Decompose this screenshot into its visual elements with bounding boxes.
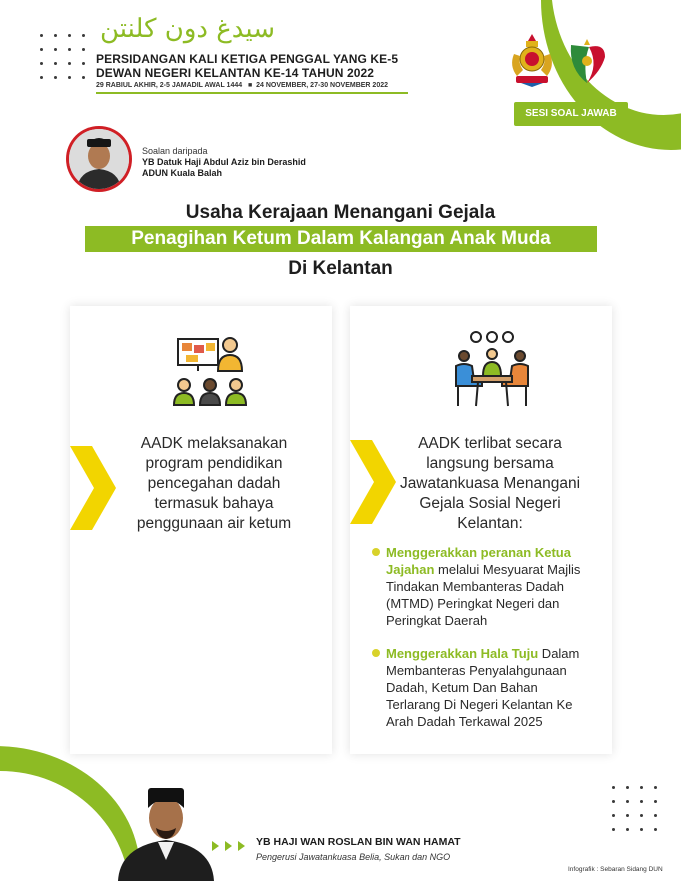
bullet-2-highlight: Menggerakkan Hala Tuju (386, 646, 539, 661)
left-card-line: AADK melaksanakan (140, 435, 288, 452)
minister-role: Pengerusi Jawatankuasa Belia, Sukan dan NGO (256, 852, 451, 862)
arrow-marker (238, 841, 245, 851)
bullet-dot (372, 649, 380, 657)
asker-area: ADUN Kuala Balah (142, 168, 223, 178)
dun-kelantan-logo (565, 35, 609, 87)
right-card-line: Gejala Sosial Negeri (419, 495, 561, 512)
left-card-line: penggunaan air ketum (136, 515, 292, 532)
right-card-line: AADK terlibat secara (418, 435, 562, 452)
session-line-1: PERSIDANGAN KALI KETIGA PENGGAL YANG KE-5 (96, 52, 399, 66)
session-badge: SESI SOAL JAWAB (514, 102, 628, 126)
bullet-item-1 (386, 544, 616, 629)
bullet-1-highlight: Jajahan (386, 562, 435, 577)
title-line-1: Usaha Kerajaan Menangani Gejala (185, 202, 496, 223)
bullet-item-2 (386, 645, 616, 730)
session-dates (96, 82, 388, 89)
header-underline (96, 92, 408, 94)
arrow-marker (225, 841, 232, 851)
bullet-1-text: Tindakan Membanteras Dadah (386, 579, 565, 594)
bullet-2-text: Membanteras Penyalahgunaan (386, 663, 567, 678)
right-card-line: langsung bersama (426, 455, 554, 472)
dot-grid-bottom-right (612, 786, 657, 831)
session-line-2: DEWAN NEGERI KELANTAN KE-14 TAHUN 2022 (96, 66, 375, 80)
dates-gregorian: 24 NOVEMBER, 27-30 NOVEMBER 2022 (256, 82, 388, 89)
left-card-line: pencegahan dadah (147, 475, 281, 492)
kelantan-crest-logo (509, 32, 555, 88)
right-card-line: Kelantan: (457, 515, 523, 532)
left-card-line: termasuk bahaya (154, 495, 274, 512)
title-line-2: Penagihan Ketum Dalam Kalangan Anak Muda (131, 228, 551, 249)
asker-photo (69, 129, 129, 189)
arrow-marker (212, 841, 219, 851)
session-title (96, 52, 398, 80)
bullet-2-text: Dadah, Ketum Dan Bahan (386, 680, 538, 695)
bullet-2-text: Terlarang Di Negeri Kelantan Ke (386, 697, 573, 712)
bullet-1-text: melalui Mesyuarat Majlis (434, 562, 581, 577)
asker-avatar (66, 126, 132, 192)
person-portrait-icon (69, 129, 129, 189)
right-card-text (378, 434, 602, 534)
left-card-line: program pendidikan (145, 455, 283, 472)
title-line-3: Di Kelantan (288, 258, 393, 279)
bullet-2-text: Dalam (538, 646, 580, 661)
meeting-table-icon (452, 330, 532, 408)
left-card-text (104, 434, 324, 534)
bullet-dot (372, 548, 380, 556)
presentation-audience-icon (172, 333, 248, 409)
dates-hijri: 29 RABIUL AKHIR, 2-5 JAMADIL AWAL 1444 (96, 82, 243, 89)
bullet-2-text: Arah Dadah Terkawal 2025 (386, 714, 543, 729)
bullet-1-text: (MTMD) Peringkat Negeri dan (386, 596, 560, 611)
minister-name: YB HAJI WAN ROSLAN BIN WAN HAMAT (256, 836, 461, 848)
asker-name: YB Datuk Haji Abdul Aziz bin Derashid (142, 157, 306, 167)
bullet-1-text: Peringkat Daerah (386, 613, 488, 628)
dates-separator: ■ (244, 82, 255, 89)
dot-grid-top-left (40, 34, 85, 79)
jawi-title: سيدغ دون كلنتن (100, 14, 276, 44)
infographic-credit: Infografik : Sebaran Sidang DUN (568, 866, 663, 873)
minister-photo (118, 782, 214, 881)
right-card-line: Jawatankuasa Menangani (399, 475, 581, 492)
question-from-label: Soalan daripada (142, 146, 208, 156)
bullet-1-highlight: Menggerakkan peranan Ketua (386, 545, 571, 560)
